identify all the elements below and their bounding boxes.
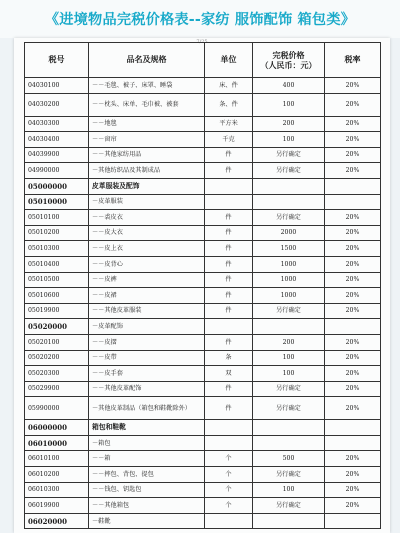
unit-cell: 件 xyxy=(205,272,253,288)
price-cell: 1000 xyxy=(253,288,325,304)
table-row xyxy=(25,397,381,420)
price-cell: 另行确定 xyxy=(253,381,325,397)
code-cell: 04030100 xyxy=(25,78,89,94)
rate-cell: 20% xyxy=(325,225,381,241)
price-cell: 200 xyxy=(253,116,325,132)
code-cell: 06010300 xyxy=(25,482,89,498)
rate-cell: 20% xyxy=(325,93,381,116)
code-cell: 05020300 xyxy=(25,366,89,382)
header-name: 品名及规格 xyxy=(89,43,205,78)
price-cell: 另行确定 xyxy=(253,303,325,319)
price-cell: 另行确定 xyxy=(253,397,325,420)
code-cell: 05010500 xyxy=(25,272,89,288)
name-cell: －－毛毯、被子、床罩、睡袋 xyxy=(89,78,205,94)
unit-cell: 件 xyxy=(205,303,253,319)
price-cell: 2000 xyxy=(253,225,325,241)
table-row xyxy=(25,319,381,335)
table-row xyxy=(25,116,381,132)
code-cell: 05010600 xyxy=(25,288,89,304)
code-cell: 05010000 xyxy=(25,194,89,210)
price-cell: 200 xyxy=(253,334,325,350)
name-cell: －－钱包、钥匙包 xyxy=(89,482,205,498)
code-cell: 05029900 xyxy=(25,381,89,397)
price-cell: 500 xyxy=(253,451,325,467)
unit-cell: 件 xyxy=(205,397,253,420)
code-cell: 06019900 xyxy=(25,498,89,514)
rate-cell: 20% xyxy=(325,288,381,304)
table-header-row xyxy=(25,43,381,78)
name-cell: －－摔包、背包、提包 xyxy=(89,467,205,483)
unit-cell: 件 xyxy=(205,288,253,304)
price-cell: 100 xyxy=(253,366,325,382)
unit-cell xyxy=(205,194,253,210)
unit-cell: 条、件 xyxy=(205,93,253,116)
header-unit: 单位 xyxy=(205,43,253,78)
price-cell: 100 xyxy=(253,132,325,148)
price-cell: 100 xyxy=(253,93,325,116)
code-cell: 06000000 xyxy=(25,420,89,436)
name-cell: －－其他皮革配饰 xyxy=(89,381,205,397)
header-price-line2: （人民币：元） xyxy=(260,60,317,70)
price-cell: 400 xyxy=(253,78,325,94)
header-price xyxy=(253,43,325,78)
rate-cell: 20% xyxy=(325,381,381,397)
rate-cell xyxy=(325,513,381,529)
name-cell: －皮革配饰 xyxy=(89,319,205,335)
table-row xyxy=(25,132,381,148)
name-cell: －－其他家纺用品 xyxy=(89,147,205,163)
price-cell: 100 xyxy=(253,350,325,366)
unit-cell: 件 xyxy=(205,225,253,241)
rate-cell: 20% xyxy=(325,498,381,514)
rate-cell: 20% xyxy=(325,350,381,366)
name-cell: －－窗帘 xyxy=(89,132,205,148)
table-row xyxy=(25,241,381,257)
table-row xyxy=(25,498,381,514)
rate-cell: 20% xyxy=(325,163,381,179)
rate-cell xyxy=(325,420,381,436)
code-cell: 04030300 xyxy=(25,116,89,132)
name-cell: －箱包 xyxy=(89,435,205,451)
rate-cell xyxy=(325,435,381,451)
price-cell: 1000 xyxy=(253,256,325,272)
name-cell: －－皮手套 xyxy=(89,366,205,382)
table-row xyxy=(25,467,381,483)
unit-cell: 件 xyxy=(205,241,253,257)
name-cell: －－皮上衣 xyxy=(89,241,205,257)
price-cell xyxy=(253,513,325,529)
price-cell: 另行确定 xyxy=(253,498,325,514)
table-row xyxy=(25,78,381,94)
rate-cell: 20% xyxy=(325,334,381,350)
header-rate: 税率 xyxy=(325,43,381,78)
price-cell xyxy=(253,194,325,210)
rate-cell xyxy=(325,178,381,194)
document-page xyxy=(14,38,390,533)
title-banner xyxy=(0,0,400,38)
document-title: 《进境物品完税价格表--家纺 服饰配饰 箱包类》 xyxy=(44,12,356,28)
name-cell: －－裘皮衣 xyxy=(89,210,205,226)
table-row xyxy=(25,93,381,116)
unit-cell: 件 xyxy=(205,381,253,397)
table-row xyxy=(25,334,381,350)
name-cell: －－箱 xyxy=(89,451,205,467)
rate-cell: 20% xyxy=(325,210,381,226)
table-row xyxy=(25,435,381,451)
rate-cell: 20% xyxy=(325,272,381,288)
table-row xyxy=(25,381,381,397)
unit-cell: 件 xyxy=(205,210,253,226)
code-cell: 04990000 xyxy=(25,163,89,179)
unit-cell xyxy=(205,420,253,436)
name-cell: －－皮大衣 xyxy=(89,225,205,241)
unit-cell: 个 xyxy=(205,498,253,514)
unit-cell: 条 xyxy=(205,350,253,366)
name-cell: 箱包和鞋靴 xyxy=(89,420,205,436)
rate-cell: 20% xyxy=(325,116,381,132)
table-body xyxy=(25,78,381,529)
code-cell: 05020000 xyxy=(25,319,89,335)
rate-cell xyxy=(325,319,381,335)
table-row xyxy=(25,366,381,382)
name-cell: －鞋靴 xyxy=(89,513,205,529)
table-row xyxy=(25,420,381,436)
code-cell: 06010100 xyxy=(25,451,89,467)
code-cell: 04030400 xyxy=(25,132,89,148)
price-cell: 1000 xyxy=(253,272,325,288)
name-cell: －－地毯 xyxy=(89,116,205,132)
table-row xyxy=(25,451,381,467)
unit-cell: 平方米 xyxy=(205,116,253,132)
price-cell: 另行确定 xyxy=(253,147,325,163)
price-cell xyxy=(253,420,325,436)
code-cell: 06010000 xyxy=(25,435,89,451)
name-cell: －－皮裙 xyxy=(89,288,205,304)
unit-cell: 个 xyxy=(205,482,253,498)
header-price-line1: 完税价格 xyxy=(272,50,305,60)
table-row xyxy=(25,272,381,288)
rate-cell: 20% xyxy=(325,303,381,319)
unit-cell: 件 xyxy=(205,163,253,179)
price-cell: 1500 xyxy=(253,241,325,257)
code-cell: 05010100 xyxy=(25,210,89,226)
code-cell: 05020200 xyxy=(25,350,89,366)
table-row xyxy=(25,225,381,241)
rate-cell: 20% xyxy=(325,147,381,163)
rate-cell: 20% xyxy=(325,132,381,148)
price-cell: 另行确定 xyxy=(253,163,325,179)
name-cell: －－枕头、床单、毛巾被、被套 xyxy=(89,93,205,116)
price-cell: 另行确定 xyxy=(253,210,325,226)
table-row xyxy=(25,350,381,366)
unit-cell: 件 xyxy=(205,256,253,272)
table-row xyxy=(25,194,381,210)
price-cell xyxy=(253,319,325,335)
code-cell: 05019900 xyxy=(25,303,89,319)
unit-cell: 千克 xyxy=(205,132,253,148)
table-row xyxy=(25,482,381,498)
unit-cell: 件 xyxy=(205,334,253,350)
name-cell: －－皮带 xyxy=(89,350,205,366)
name-cell: －其他皮革制品（箱包和鞋靴除外） xyxy=(89,397,205,420)
name-cell: －－其他箱包 xyxy=(89,498,205,514)
price-cell: 另行确定 xyxy=(253,467,325,483)
name-cell: －皮革服装 xyxy=(89,194,205,210)
name-cell: －其他纺织品及其制成品 xyxy=(89,163,205,179)
table-row xyxy=(25,513,381,529)
table-row xyxy=(25,303,381,319)
name-cell: －－其他皮革服装 xyxy=(89,303,205,319)
rate-cell: 20% xyxy=(325,451,381,467)
code-cell: 04030200 xyxy=(25,93,89,116)
name-cell: －－皮背心 xyxy=(89,256,205,272)
rate-cell: 20% xyxy=(325,482,381,498)
rate-cell xyxy=(325,194,381,210)
name-cell: －－皮摺 xyxy=(89,334,205,350)
code-cell: 05010200 xyxy=(25,225,89,241)
code-cell: 05000000 xyxy=(25,178,89,194)
code-cell: 04039900 xyxy=(25,147,89,163)
rate-cell: 20% xyxy=(325,397,381,420)
rate-cell: 20% xyxy=(325,78,381,94)
unit-cell xyxy=(205,319,253,335)
code-cell: 06010200 xyxy=(25,467,89,483)
code-cell: 05020100 xyxy=(25,334,89,350)
table-row xyxy=(25,163,381,179)
code-cell: 05990000 xyxy=(25,397,89,420)
unit-cell xyxy=(205,513,253,529)
code-cell: 06020000 xyxy=(25,513,89,529)
unit-cell xyxy=(205,178,253,194)
unit-cell: 个 xyxy=(205,467,253,483)
price-cell: 100 xyxy=(253,482,325,498)
code-cell: 05010400 xyxy=(25,256,89,272)
table-row xyxy=(25,288,381,304)
name-cell: －－皮裤 xyxy=(89,272,205,288)
rate-cell: 20% xyxy=(325,467,381,483)
unit-cell: 双 xyxy=(205,366,253,382)
rate-cell: 20% xyxy=(325,366,381,382)
code-cell: 05010300 xyxy=(25,241,89,257)
price-cell xyxy=(253,435,325,451)
unit-cell: 床、件 xyxy=(205,78,253,94)
tax-table xyxy=(24,42,381,529)
table-row xyxy=(25,256,381,272)
table-row xyxy=(25,147,381,163)
table-row xyxy=(25,178,381,194)
unit-cell xyxy=(205,435,253,451)
unit-cell: 件 xyxy=(205,147,253,163)
header-code: 税号 xyxy=(25,43,89,78)
rate-cell: 20% xyxy=(325,256,381,272)
rate-cell: 20% xyxy=(325,241,381,257)
name-cell: 皮革服装及配饰 xyxy=(89,178,205,194)
price-cell xyxy=(253,178,325,194)
unit-cell: 个 xyxy=(205,451,253,467)
page-number: 7/25 xyxy=(196,39,208,45)
table-row xyxy=(25,210,381,226)
